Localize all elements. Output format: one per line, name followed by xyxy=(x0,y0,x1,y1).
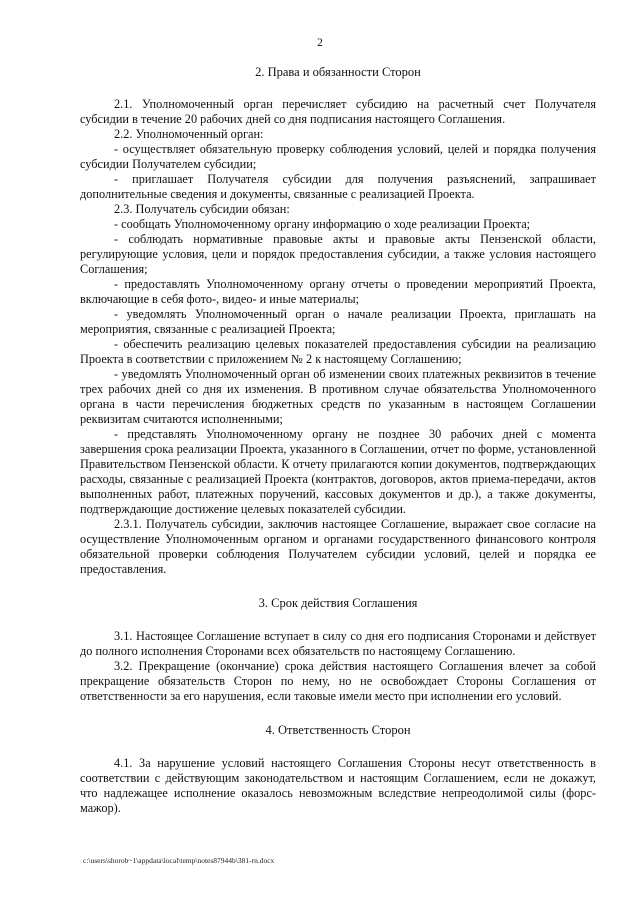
clause-2-3-item: - сообщать Уполномоченному органу информацию о ходе реализации Проекта; xyxy=(114,217,531,231)
page-number: 2 xyxy=(317,37,323,49)
clause-2-3-1: 2.3.1. Получатель субсидии, заключив настоящее Соглашение, выражает свое согласие на осуществление Уполномоченным органом и органами государственного финансового контроля обязательной проверки соблюдения Получателем субсидии условий, целей и порядка ее предоставления. xyxy=(80,517,596,576)
clause-3-1: 3.1. Настоящее Соглашение вступает в силу со дня его подписания Сторонами и действует до полного исполнения Сторонами всех обязательств по настоящему Соглашению. xyxy=(80,629,596,658)
clause-2-3-item: - предоставлять Уполномоченному органу отчеты о проведении мероприятий Проекта, включающие в себя фото-, видео- и иные материалы; xyxy=(80,277,596,306)
section-2-heading: 2. Права и обязанности Сторон xyxy=(255,65,421,79)
clause-2-2-item: - приглашает Получателя субсидии для получения разъяснений, запрашивает дополнительные сведения и документы, связанные с реализацией Проекта. xyxy=(80,172,596,201)
clause-2-3-item: - соблюдать нормативные правовые акты и правовые акты Пензенской области, регулирующие условия, цели и порядок предоставления субсидии, а также условия настоящего Соглашения; xyxy=(80,232,596,276)
clause-2-3-item: - уведомлять Уполномоченный орган об изменении своих платежных реквизитов в течение трех рабочих дней со дня их изменения. В противном случае обязательства Уполномоченного органа в части перечисления бюджетных средств по указанным в настоящем Соглашении реквизитам считаются исполненными; xyxy=(80,367,596,426)
clause-2-2-item: - осуществляет обязательную проверку соблюдения условий, целей и порядка получения субсидии Получателем субсидии; xyxy=(80,142,596,171)
clause-2-3-item: - представлять Уполномоченному органу не позднее 30 рабочих дней с момента завершения срока реализации Проекта, указанного в Соглашении, отчет по форме, установленной Правительством Пензенской области. К отчету прилагаются копии документов, подтверждающих расходы, связанные с реализацией Проекта (контрактов, договоров, актов приема-передачи, актов выполненных работ, платежных поручений, кассовых документов и др.), а также документы, подтверждающие достижение целевых показателей субсидии. xyxy=(80,427,596,516)
section-3-heading: 3. Срок действия Соглашения xyxy=(258,596,418,610)
document-body xyxy=(80,62,596,816)
clause-2-3-item: - обеспечить реализацию целевых показателей предоставления субсидии на реализацию Проекта в соответствии с приложением № 2 к настоящему Соглашению; xyxy=(80,337,596,366)
clause-3-2: 3.2. Прекращение (окончание) срока действия настоящего Соглашения влечет за собой прекращение обязательств Сторон по нему, но не освобождает Стороны Соглашения от ответственности за его нарушения, если таковые имели место при исполнении его условий. xyxy=(80,659,596,703)
section-4-heading: 4. Ответственность Сторон xyxy=(265,723,411,737)
clause-2-3: 2.3. Получатель субсидии обязан: xyxy=(114,202,290,216)
file-path-footer: c:\users\shorob~1\appdata\local\temp\notes87944b\381-rn.docx xyxy=(83,856,275,865)
clause-2-1: 2.1. Уполномоченный орган перечисляет субсидию на расчетный счет Получателя субсидии в течение 20 рабочих дней со дня подписания настоящего Соглашения. xyxy=(80,97,596,126)
clause-4-1: 4.1. За нарушение условий настоящего Соглашения Стороны несут ответственность в соответствии с действующим законодательством и настоящим Соглашением, если не докажут, что надлежащее исполнение оказалось невозможным вследствие непреодолимой силы (форс-мажор). xyxy=(80,756,596,815)
clause-2-2: 2.2. Уполномоченный орган: xyxy=(114,127,264,141)
clause-2-3-item: - уведомлять Уполномоченный орган о начале реализации Проекта, приглашать на мероприятия, связанные с реализацией Проекта; xyxy=(80,307,596,336)
